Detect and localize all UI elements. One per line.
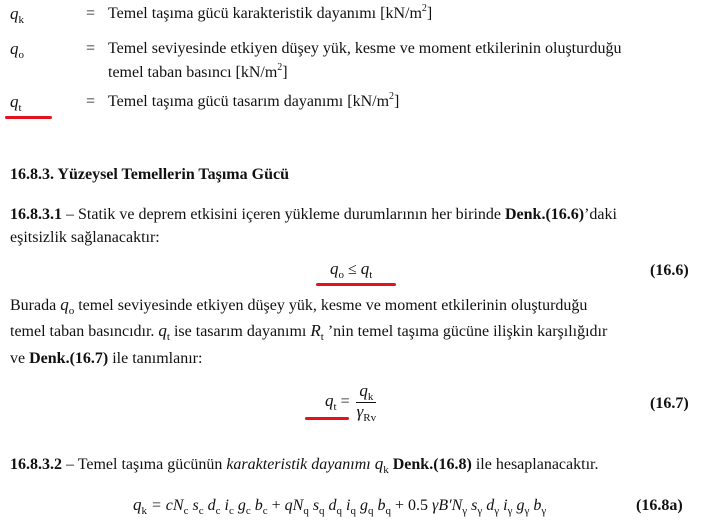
equation-reference: Denk.(16.6): [504, 206, 585, 223]
symbol: q: [10, 92, 19, 111]
paragraph-text: Burada: [10, 297, 61, 314]
paragraph-burada-line2: [10, 321, 607, 341]
symbol: q: [325, 391, 334, 411]
paragraph-text: ’daki: [584, 206, 617, 223]
subscript: o: [18, 49, 24, 61]
bracket: ]: [394, 93, 400, 110]
bracket: ]: [426, 5, 433, 22]
operator: ≤: [348, 261, 357, 278]
red-underline-qt: [5, 116, 52, 119]
symbol: q: [10, 39, 19, 58]
subscript: k: [367, 391, 374, 403]
def-qo-eq: =: [86, 40, 96, 57]
subscript: t: [369, 269, 373, 281]
symbol: q: [10, 4, 19, 23]
equation-16-8a: [133, 495, 546, 515]
paragraph-text: temel taban basıncıdır.: [10, 323, 159, 340]
superscript: 2: [421, 3, 427, 14]
subscript: o: [68, 305, 75, 317]
def-qk-eq: =: [86, 5, 96, 22]
paragraph-burada-line1: [10, 295, 587, 315]
paragraph-16831-line2: eşitsizlik sağlanacaktır:: [10, 229, 160, 246]
subscript: t: [18, 102, 22, 114]
subscript: t: [333, 401, 337, 414]
symbol: γ: [356, 402, 364, 421]
fraction-numerator: [356, 382, 376, 403]
definition-text: temel taban basıncı [kN/m: [108, 64, 278, 81]
symbol: q: [133, 495, 142, 514]
equation-reference: Denk.(16.8): [392, 456, 472, 473]
symbol: q: [60, 295, 69, 314]
symbol: R: [310, 321, 321, 340]
paragraph-16832: [10, 454, 598, 474]
def-qt-eq: =: [86, 93, 96, 110]
clause-number: 16.8.3.1: [10, 206, 62, 223]
paragraph-text: ise tasarım dayanımı: [169, 323, 311, 340]
equation-number-16-6: (16.6): [650, 262, 689, 279]
fraction: [354, 382, 380, 423]
symbol: q: [330, 259, 339, 278]
symbol: q: [360, 259, 370, 278]
definition-text: Temel taşıma gücü tasarım dayanımı [kN/m: [108, 93, 390, 110]
subscript: k: [18, 14, 24, 26]
subscript: Rv: [363, 412, 377, 424]
paragraph-text: temel seviyesinde etkiyen düşey yük, kesme ve moment etkilerinin oluşturduğu: [74, 297, 588, 314]
subscript: k: [141, 505, 147, 517]
equation-number-16-8a: (16.8a): [636, 497, 683, 514]
red-underline-eq166: [316, 283, 396, 286]
equation-reference: Denk.(16.7): [29, 350, 109, 367]
equation-16-6: [330, 259, 372, 279]
subscript: t: [166, 331, 170, 343]
subscript: t: [320, 331, 324, 343]
def-qo: [10, 39, 24, 59]
symbol: q: [374, 454, 384, 473]
paragraph-text: – Statik ve deprem etkisini içeren yükleme durumlarının her birinde: [62, 206, 505, 223]
equation-number-16-7: (16.7): [650, 395, 689, 412]
paragraph-text: ile tanımlanır:: [108, 350, 203, 367]
subscript: k: [383, 464, 389, 476]
def-qo-text2: [108, 64, 288, 82]
superscript: 2: [277, 62, 283, 73]
fraction-denominator: [354, 403, 380, 423]
symbol: q: [359, 381, 368, 400]
def-qk-text: [108, 5, 432, 23]
def-qt: [10, 92, 22, 112]
paragraph-text: ’nin temel taşıma gücüne ilişkin karşılığıdır: [323, 323, 608, 340]
section-heading: 16.8.3. Yüzeysel Temellerin Taşıma Gücü: [10, 166, 289, 183]
def-qk: [10, 4, 24, 24]
red-underline-eq167: [305, 417, 349, 420]
subscript: o: [338, 269, 344, 281]
operator: =: [340, 393, 350, 411]
paragraph-burada-line3: [10, 350, 202, 368]
paragraph-text: – Temel taşıma gücünün: [62, 456, 227, 473]
def-qo-text: Temel seviyesinde etkiyen düşey yük, kesme ve moment etkilerinin oluşturduğu: [108, 40, 622, 57]
def-qt-text: [108, 93, 399, 111]
equation-body: = $cN_c$ $s_c$ $d_c$ $i_c$ $g_c$ $b_c + qN_q$ $s_q$ $d_q$ $i_q$ $g_q$ $b_q + 0.5$ $\gamma B'N_\gamma$ $s_\gamma$ $d_\gamma$ $i_\gamma$ $g_\gamma$ $b_\gamma$: [151, 497, 547, 517]
emphasis-text: karakteristik dayanımı: [226, 456, 371, 473]
paragraph-16831-line1: [10, 206, 617, 224]
symbol: q: [158, 321, 167, 340]
paragraph-text: ile hesaplanacaktır.: [471, 456, 599, 473]
bracket: ]: [282, 64, 288, 81]
definition-text: Temel taşıma gücü karakteristik dayanımı [kN/m: [108, 5, 422, 22]
clause-number: 16.8.3.2: [10, 456, 62, 473]
superscript: 2: [389, 91, 395, 102]
paragraph-text: ve: [10, 350, 30, 367]
